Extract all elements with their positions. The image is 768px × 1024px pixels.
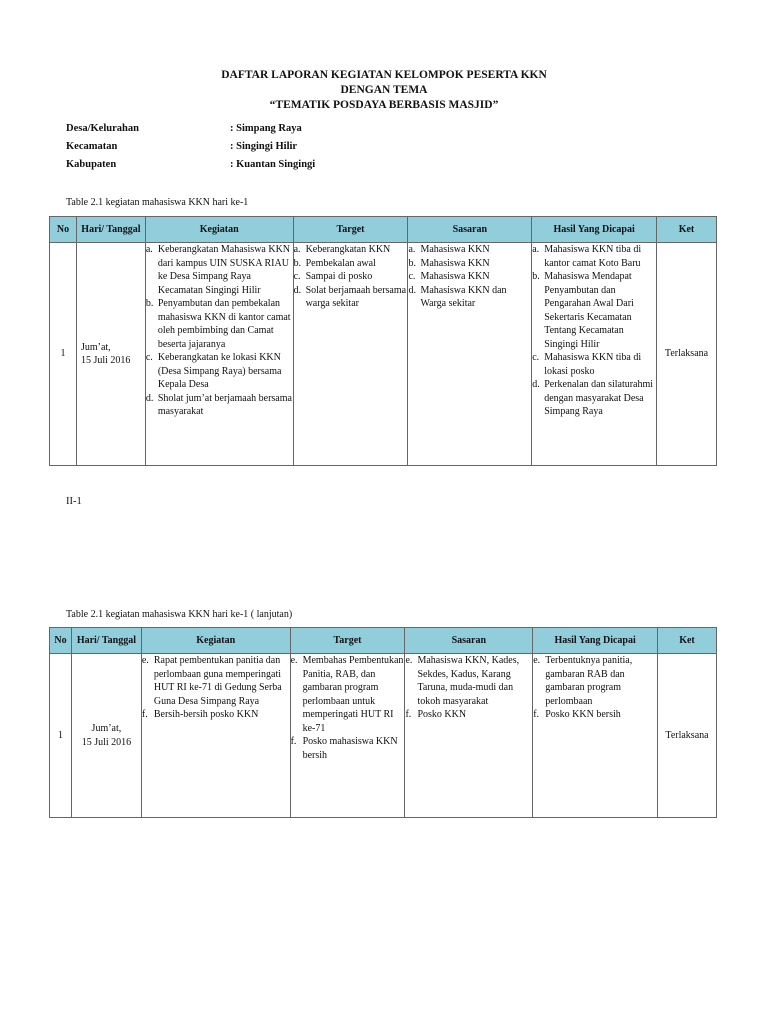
table-header-row bbox=[50, 628, 717, 654]
list-item bbox=[405, 654, 532, 708]
doc-title-line2: DENGAN TEMA bbox=[340, 84, 428, 96]
list-marker: b. bbox=[532, 271, 540, 282]
list-text: Mahasiswa Mendapat Penyambutan dan Pengarahan Awal Dari Sekertaris Kecamatan Tentang Kecamatan Singingi Hilir bbox=[544, 271, 634, 350]
list-text: Rapat pembentukan panitia dan perlombaan guna memperingati HUT RI ke-71 di Gedung Serba Guna Desa Simpang Raya bbox=[153, 655, 282, 707]
list-text: Solat berjamaah bersama warga sekitar bbox=[305, 284, 407, 309]
cell-kegiatan bbox=[141, 654, 290, 818]
cell-target bbox=[293, 243, 408, 466]
table-row bbox=[50, 243, 717, 466]
list-item bbox=[408, 257, 531, 271]
list-marker: f. bbox=[290, 736, 297, 747]
list-marker: c. bbox=[293, 271, 301, 282]
list-item bbox=[146, 297, 293, 351]
list-text: Posko KKN bbox=[417, 709, 467, 720]
list-item bbox=[294, 284, 408, 311]
info-label: Kecamatan bbox=[66, 141, 118, 152]
date-text: 15 Juli 2016 bbox=[80, 355, 131, 366]
list-item bbox=[146, 351, 293, 392]
list-text: Membahas Pembentukan Panitia, RAB, dan gambaran program perlombaan untuk memperingati HUT RI ke-71 bbox=[302, 655, 404, 734]
col-header-sasaran: Sasaran bbox=[408, 217, 532, 243]
list-item bbox=[142, 708, 290, 722]
col-header-hasil: Hasil Yang Dicapai bbox=[533, 628, 658, 654]
info-value: : Singingi Hilir bbox=[230, 141, 298, 152]
kegiatan-list bbox=[142, 654, 290, 722]
cell-date bbox=[71, 654, 141, 818]
col-header-sasaran: Sasaran bbox=[405, 628, 533, 654]
day-text: Jum’at, bbox=[80, 341, 111, 353]
list-item bbox=[532, 270, 656, 351]
cell-ket: Terlaksana bbox=[657, 243, 717, 466]
info-row-kabupaten bbox=[66, 159, 315, 177]
list-marker: e. bbox=[405, 655, 413, 666]
info-row-desa bbox=[66, 123, 315, 141]
activity-table-2 bbox=[49, 627, 717, 818]
target-list bbox=[291, 654, 405, 762]
list-item bbox=[405, 708, 532, 722]
list-text: Mahasiswa KKN tiba di kantor camat Koto Baru bbox=[544, 244, 642, 269]
cell-no: 1 bbox=[50, 243, 77, 466]
info-row-kecamatan bbox=[66, 141, 315, 159]
list-text: Perkenalan dan silaturahmi dengan masyarakat Desa Simpang Raya bbox=[544, 379, 654, 417]
list-marker: e. bbox=[533, 655, 541, 666]
hasil-list bbox=[532, 243, 656, 419]
col-header-no: No bbox=[50, 628, 72, 654]
cell-ket: Terlaksana bbox=[658, 654, 717, 818]
list-text: Pembekalan awal bbox=[305, 257, 376, 269]
list-marker: b. bbox=[145, 298, 154, 309]
col-header-target: Target bbox=[290, 628, 405, 654]
list-marker: f. bbox=[405, 709, 412, 720]
list-text: Sampai di posko bbox=[305, 271, 373, 282]
list-item bbox=[291, 735, 405, 762]
sasaran-list bbox=[408, 243, 531, 311]
list-text: Terbentuknya panitia, gambaran RAB dan gambaran program perlombaan bbox=[545, 655, 633, 707]
cell-date bbox=[76, 243, 145, 466]
table-row bbox=[50, 654, 717, 818]
list-text: Keberangkatan ke lokasi KKN (Desa Simpang Raya) bersama Kepala Desa bbox=[157, 352, 282, 390]
cell-hasil bbox=[532, 243, 657, 466]
col-header-target: Target bbox=[293, 217, 408, 243]
list-marker: e. bbox=[141, 655, 149, 666]
cell-hasil bbox=[533, 654, 658, 818]
cell-kegiatan bbox=[145, 243, 293, 466]
date-text: 15 Juli 2016 bbox=[81, 736, 132, 748]
col-header-date: Hari/ Tanggal bbox=[71, 628, 141, 654]
list-item bbox=[408, 243, 531, 257]
list-text: Keberangkatan Mahasiswa KKN dari kampus UIN SUSKA RIAU ke Desa Simpang Raya Kecamatan Singingi Hilir bbox=[157, 244, 291, 296]
info-value: : Kuantan Singingi bbox=[230, 159, 316, 170]
cell-sasaran bbox=[405, 654, 533, 818]
table-header-row bbox=[50, 217, 717, 243]
info-value: : Simpang Raya bbox=[230, 123, 302, 134]
cell-sasaran bbox=[408, 243, 532, 466]
list-item bbox=[146, 243, 293, 297]
list-marker: d. bbox=[408, 284, 416, 296]
list-item bbox=[291, 654, 405, 735]
activity-table-1 bbox=[49, 216, 717, 466]
day-text: Jum’at, bbox=[91, 723, 122, 734]
col-header-hasil: Hasil Yang Dicapai bbox=[532, 217, 657, 243]
kegiatan-list bbox=[146, 243, 293, 419]
col-header-date: Hari/ Tanggal bbox=[76, 217, 145, 243]
col-header-kegiatan: Kegiatan bbox=[145, 217, 293, 243]
list-item bbox=[532, 243, 656, 270]
list-item bbox=[294, 270, 408, 284]
list-item bbox=[533, 654, 657, 708]
list-text: Mahasiswa KKN bbox=[420, 271, 490, 282]
list-text: Sholat jum’at berjamaah bersama masyarakat bbox=[157, 392, 292, 417]
list-item bbox=[532, 351, 656, 378]
list-marker: d. bbox=[532, 379, 540, 390]
list-text: Keberangkatan KKN bbox=[305, 244, 391, 255]
location-info bbox=[66, 123, 315, 177]
list-marker: a. bbox=[145, 244, 153, 255]
info-label: Desa/Kelurahan bbox=[66, 123, 139, 134]
list-item bbox=[142, 654, 290, 708]
list-item bbox=[294, 243, 408, 257]
col-header-ket: Ket bbox=[658, 628, 717, 654]
list-marker: d. bbox=[145, 392, 154, 404]
doc-title-line3: “TEMATIK POSDAYA BERBASIS MASJID” bbox=[269, 99, 499, 111]
list-marker: e. bbox=[290, 655, 298, 666]
list-marker: a. bbox=[532, 244, 540, 255]
list-marker: f. bbox=[141, 709, 148, 720]
list-marker: a. bbox=[293, 244, 301, 255]
list-item bbox=[408, 270, 531, 284]
list-marker: c. bbox=[145, 352, 153, 363]
list-marker: f. bbox=[533, 709, 540, 720]
list-marker: b. bbox=[293, 257, 302, 269]
list-item bbox=[532, 378, 656, 419]
info-label: Kabupaten bbox=[66, 159, 117, 170]
list-item bbox=[294, 257, 408, 271]
list-text: Mahasiswa KKN dan Warga sekitar bbox=[420, 284, 507, 309]
list-text: Mahasiswa KKN tiba di lokasi posko bbox=[544, 352, 642, 377]
target-list bbox=[294, 243, 408, 311]
list-text: Posko mahasiswa KKN bersih bbox=[302, 736, 398, 761]
list-text: Mahasiswa KKN, Kades, Sekdes, Kadus, Karang Taruna, muda-mudi dan tokoh masyarakat bbox=[417, 655, 520, 707]
list-marker: c. bbox=[532, 352, 540, 363]
list-marker: b. bbox=[408, 257, 416, 269]
list-text: Mahasiswa KKN bbox=[420, 244, 490, 255]
list-text: Posko KKN bersih bbox=[545, 709, 621, 720]
list-marker: d. bbox=[293, 284, 302, 296]
page-number: II-1 bbox=[66, 496, 82, 507]
cell-no: 1 bbox=[50, 654, 72, 818]
table1-caption: Table 2.1 kegiatan mahasiswa KKN hari ke-1 bbox=[66, 197, 249, 208]
col-header-kegiatan: Kegiatan bbox=[141, 628, 290, 654]
list-marker: c. bbox=[408, 271, 416, 282]
hasil-list bbox=[533, 654, 657, 722]
list-item bbox=[146, 392, 293, 419]
sasaran-list bbox=[405, 654, 532, 722]
list-text: Bersih-bersih posko KKN bbox=[153, 709, 259, 720]
list-item bbox=[408, 284, 531, 311]
list-text: Penyambutan dan pembekalan mahasiswa KKN di kantor camat oleh pembimbing dan Camat beserta jajaranya bbox=[157, 298, 291, 350]
list-item bbox=[533, 708, 657, 722]
col-header-ket: Ket bbox=[657, 217, 717, 243]
list-text: Mahasiswa KKN bbox=[420, 257, 490, 269]
cell-target bbox=[290, 654, 405, 818]
col-header-no: No bbox=[50, 217, 77, 243]
table2-caption: Table 2.1 kegiatan mahasiswa KKN hari ke-1 ( lanjutan) bbox=[66, 609, 293, 620]
doc-title-line1: DAFTAR LAPORAN KEGIATAN KELOMPOK PESERTA KKN bbox=[221, 69, 547, 81]
list-marker: a. bbox=[408, 244, 416, 255]
